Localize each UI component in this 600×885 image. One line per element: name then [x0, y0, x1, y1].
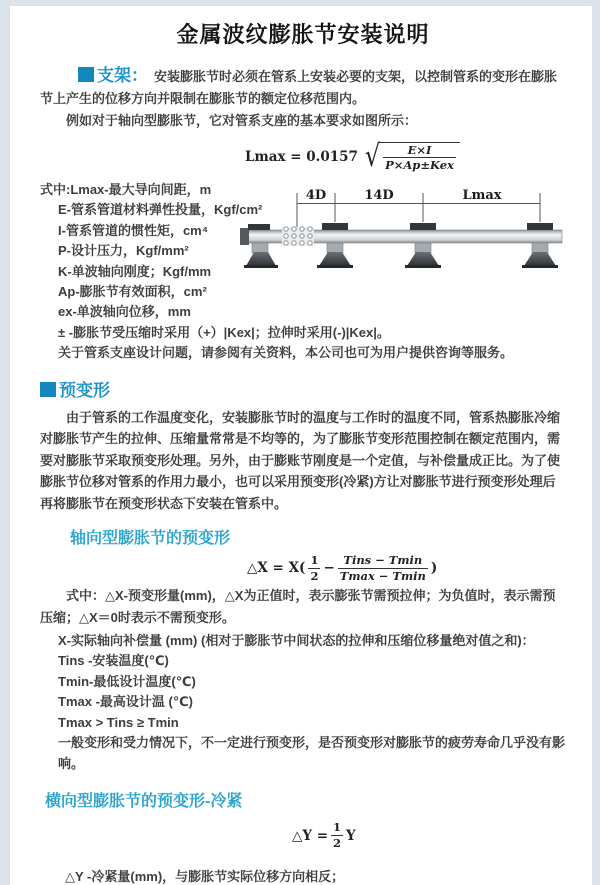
formula-half-fraction [308, 554, 320, 583]
fraction-denominator: 2 [310, 568, 319, 583]
definition-line: 式中:Lmax-最大导向间距，m [40, 182, 212, 197]
formula-delta-x [247, 554, 566, 583]
term-line: Tmax -最高设计温 (℃) [58, 694, 193, 710]
term-line: Tmax > Tins ≥ Tmin [58, 714, 179, 730]
dimension-label-14d: 14D [364, 188, 394, 203]
definition-line: K-单波轴向刚度；Kgf/mm [58, 263, 212, 279]
formula-lmax-numerator: E×I [407, 143, 432, 157]
dimension-label-lmax: Lmax [462, 188, 502, 203]
pipe-support [522, 223, 558, 268]
term-line: 一般变形和受力情况下，不一定进行预变形，是否预变形对膨胀节的疲劳寿命几乎没有影响。 [58, 735, 566, 771]
document-page [10, 6, 592, 885]
delta-y-note: △Y -冷紧量(mm)，与膨胀节实际位移方向相反； [65, 869, 345, 885]
pipe-end-cap [240, 228, 249, 245]
term-line: Tmin-最低设计温度(℃) [58, 673, 196, 689]
definition-line: P-设计压力，Kgf/mm² [58, 243, 189, 259]
predeform-body-paragraph: 由于管系的工作温度变化，安装膨胀节时的温度与工作时的温度不同，管系热膨胀冷缩对膨胀节产生的拉伸、压缩量常常是不均等的，为了膨胀节变形范围控制在额定范围内，需要对膨胀节采取预变形处理。另外，由于膨账节刚度是一个定值，与补偿量成正比。为了使膨胀节位移对管系的作用力最小，也可以采用预变形(冷紧)方让对膨胀节进行预变形处理后再将膨胀节在预变形状态下安装在管系中。 [40, 409, 561, 512]
formula-delta-y-lhs: △Y = [292, 827, 329, 844]
definition-line: E-管系管道材料弹性投量，Kgf/cm² [58, 202, 263, 218]
section-heading-predeform-text: 预变形 [59, 380, 110, 400]
support-intro-paragraph [40, 65, 566, 110]
subsection-heading-axial: 轴向型膨胀节的预变形 [70, 529, 231, 547]
definition-line: ex-单波轴向位移，mm [58, 304, 191, 320]
formula-temperature-fraction [338, 554, 428, 583]
formula-delta-y-rhs: Y [346, 827, 356, 844]
pipe-support-diagram [240, 186, 585, 290]
fraction-numerator: 1 [333, 820, 342, 835]
pipe-support [317, 223, 353, 268]
subsection-heading-lateral: 横向型膨胀节的预变形-冷紧 [45, 793, 243, 811]
formula-lmax-radicand [379, 142, 460, 172]
formula-delta-x-lhs: △X = X( [247, 560, 306, 577]
definition-line: I-管系管道的惯性矩，cm⁴ [58, 222, 209, 238]
definition-line: 关于管系支座设计问题，请参阅有关资料，本公司也可为用户提供咨询等服务。 [58, 345, 514, 361]
formula-half-fraction [331, 821, 343, 850]
document-content [10, 6, 592, 885]
definition-line: Ap-膨胀节有效面积，cm² [58, 284, 207, 300]
formula-delta-x-rhs: ) [430, 560, 438, 577]
section-heading-support-text: 支架： [97, 66, 148, 85]
fraction-denominator: 2 [333, 836, 342, 851]
axial-terms-list [58, 631, 566, 775]
dimension-label-4d: 4D [305, 188, 327, 203]
bellows-icon [282, 227, 314, 246]
formula-lmax-lhs: Lmax = 0.0157 [245, 149, 358, 165]
blue-square-icon [40, 382, 56, 397]
term-line: X-实际轴向补偿量 (mm) (相对于膨胀节中间状态的拉伸和压缩位移量绝对值之和)： [58, 632, 535, 648]
formula-lmax-denominator: P×Ap±Kex [385, 158, 454, 172]
blue-square-icon [78, 67, 94, 82]
definition-line: ± -膨胀节受压缩时采用（+）|Kex|；拉伸时采用(-)|Kex|。 [58, 324, 390, 340]
term-line: Tins -安装温度(℃) [58, 653, 169, 669]
formula-minus-operator: − [323, 560, 335, 577]
fraction-numerator: 1 [310, 552, 319, 567]
section-heading-predeform [40, 376, 566, 401]
delta-x-explanation: 式中：△X-预变形量(mm)，△X为正值时，表示膨张节需预拉伸；为负值时，表示需预压缩；△X＝0时表示不需预变形。 [40, 587, 556, 625]
pipe-support [405, 223, 441, 268]
section-heading-support [78, 66, 148, 85]
formula-delta-y [292, 821, 566, 850]
fraction-denominator: Tmax − Tmin [339, 568, 426, 583]
formula-lmax [245, 139, 566, 174]
support-example-line: 例如对于轴向型膨胀节，它对管系支座的基本要求如图所示： [66, 113, 418, 128]
radical-sign-icon: √ [364, 139, 381, 174]
fraction-numerator: Tins − Tmin [343, 552, 423, 567]
page-title: 金属波纹膨胀节安装说明 [176, 22, 430, 47]
support-intro-text: 安装膨胀节时必须在管系上安装必要的支架，以控制管系的变形在膨胀节上产生的位移方向并限制在膨胀节的额定位移范围内。 [40, 69, 558, 106]
